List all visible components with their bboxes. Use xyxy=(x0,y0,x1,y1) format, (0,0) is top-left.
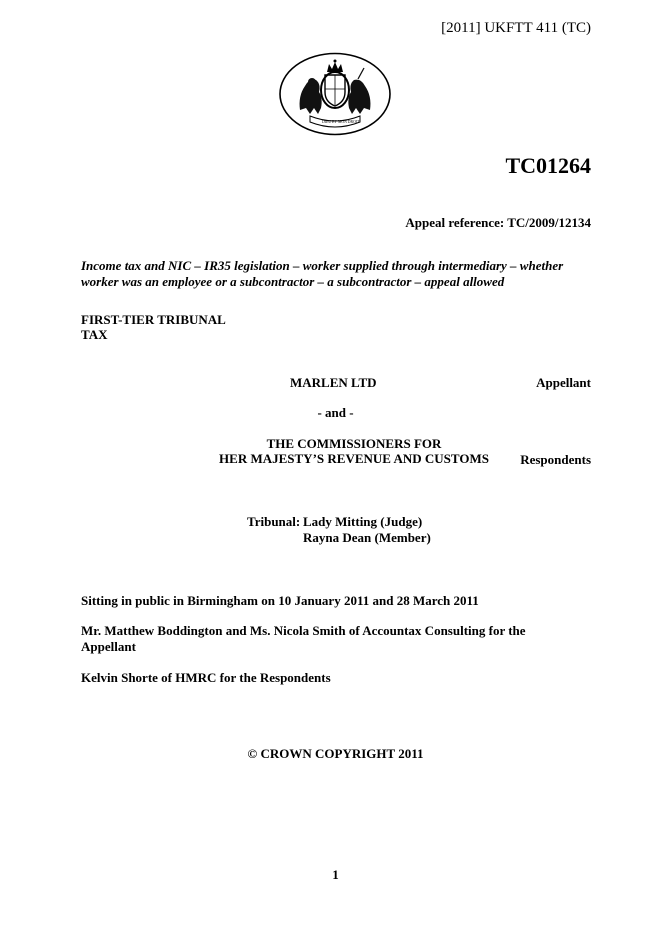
panel-judge: Lady Mitting (Judge) xyxy=(303,514,423,529)
respondent-name xyxy=(204,436,504,466)
royal-coat-of-arms-logo xyxy=(278,52,392,136)
tribunal-name xyxy=(81,312,226,342)
tribunal-line-2: TAX xyxy=(81,327,108,342)
appeal-reference: Appeal reference: TC/2009/12134 xyxy=(405,215,591,230)
panel-label: Tribunal: xyxy=(247,514,301,529)
respondent-name-line-2: HER MAJESTY’S REVENUE AND CUSTOMS xyxy=(219,451,489,466)
case-number: TC01264 xyxy=(505,153,591,178)
respondent-role: Respondents xyxy=(520,452,591,467)
parties-separator: - and - xyxy=(317,405,354,420)
page-number: 1 xyxy=(332,867,339,882)
appellant-name: MARLEN LTD xyxy=(290,375,377,390)
respondent-name-line-1: THE COMMISSIONERS FOR xyxy=(266,436,442,451)
panel-member: Rayna Dean (Member) xyxy=(303,530,431,545)
appellant-representation: Mr. Matthew Boddington and Ms. Nicola Smith of Accountax Consulting for the Appellant xyxy=(81,623,526,654)
tribunal-line-1: FIRST-TIER TRIBUNAL xyxy=(81,312,226,327)
case-summary: Income tax and NIC – IR35 legislation – worker supplied through intermediary – whether worker was an employee or a subcontractor – a subcontractor – appeal allowed xyxy=(81,258,564,289)
motto-right-text: MON DROIT xyxy=(338,120,360,124)
motto-left-text: DIEU ET xyxy=(322,120,337,124)
crown-copyright: © CROWN COPYRIGHT 2011 xyxy=(247,746,424,761)
royal-crest-icon xyxy=(278,52,392,136)
neutral-citation: [2011] UKFTT 411 (TC) xyxy=(441,20,591,36)
appellant-role: Appellant xyxy=(536,375,591,390)
tribunal-panel xyxy=(247,514,431,546)
respondent-representation: Kelvin Shorte of HMRC for the Respondents xyxy=(81,670,331,685)
hearing-details: Sitting in public in Birmingham on 10 January 2011 and 28 March 2011 xyxy=(81,593,479,608)
